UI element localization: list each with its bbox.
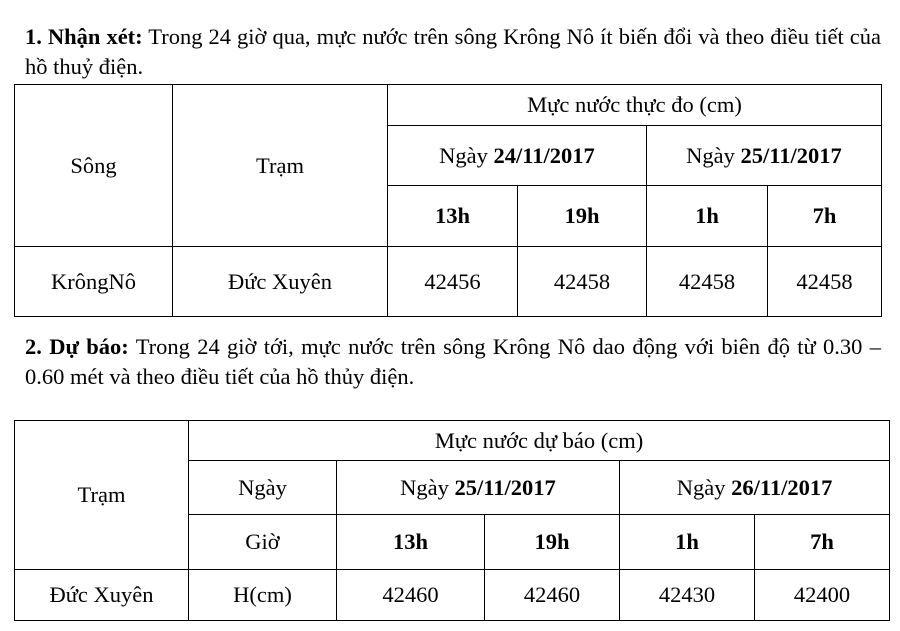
measured-water-level-table [14, 84, 882, 317]
header-date-2: Ngày 25/11/2017 [647, 126, 882, 186]
station-name-cell: Đức Xuyên [15, 570, 189, 621]
value-cell: 42460 [485, 570, 620, 621]
header-forecast-level: Mực nước dự báo (cm) [189, 421, 890, 461]
header-date-1: Ngày 25/11/2017 [337, 461, 620, 515]
value-cell: 42458 [518, 247, 647, 317]
hour-header: 13h [337, 515, 485, 570]
forecast-paragraph [25, 332, 881, 392]
station-name-cell: Đức Xuyên [173, 247, 388, 317]
hour-header: 19h [518, 186, 647, 247]
header-tram: Trạm [15, 421, 189, 570]
observation-paragraph [25, 22, 881, 82]
value-cell: 42430 [620, 570, 755, 621]
observation-text: Trong 24 giờ qua, mực nước trên sông Krông Nô ít biến đổi và theo điều tiết của hồ thuỷ điện. [25, 24, 881, 79]
value-cell: 42458 [768, 247, 882, 317]
hour-header: 7h [768, 186, 882, 247]
header-date-1: Ngày 24/11/2017 [388, 126, 647, 186]
forecast-heading: 2. Dự báo: [25, 334, 129, 359]
value-cell: 42456 [388, 247, 518, 317]
value-cell: 42400 [755, 570, 890, 621]
header-ngay: Ngày [189, 461, 337, 515]
hour-header: 1h [647, 186, 768, 247]
hour-header: 1h [620, 515, 755, 570]
header-measured-level: Mực nước thực đo (cm) [388, 85, 882, 126]
river-name-cell: KrôngNô [15, 247, 173, 317]
table-row [15, 570, 890, 621]
value-cell: 42460 [337, 570, 485, 621]
header-date-2: Ngày 26/11/2017 [620, 461, 890, 515]
observation-heading: 1. Nhận xét: [25, 24, 143, 49]
forecast-water-level-table [14, 420, 890, 621]
table-row [15, 247, 882, 317]
hour-header: 19h [485, 515, 620, 570]
hour-header: 7h [755, 515, 890, 570]
value-cell: 42458 [647, 247, 768, 317]
unit-cell: H(cm) [189, 570, 337, 621]
forecast-text: Trong 24 giờ tới, mực nước trên sông Krông Nô dao động với biên độ từ 0.30 – 0.60 mét và theo điều tiết của hồ thủy điện. [25, 334, 881, 389]
header-tram: Trạm [173, 85, 388, 247]
hour-header: 13h [388, 186, 518, 247]
header-song: Sông [15, 85, 173, 247]
header-gio: Giờ [189, 515, 337, 570]
